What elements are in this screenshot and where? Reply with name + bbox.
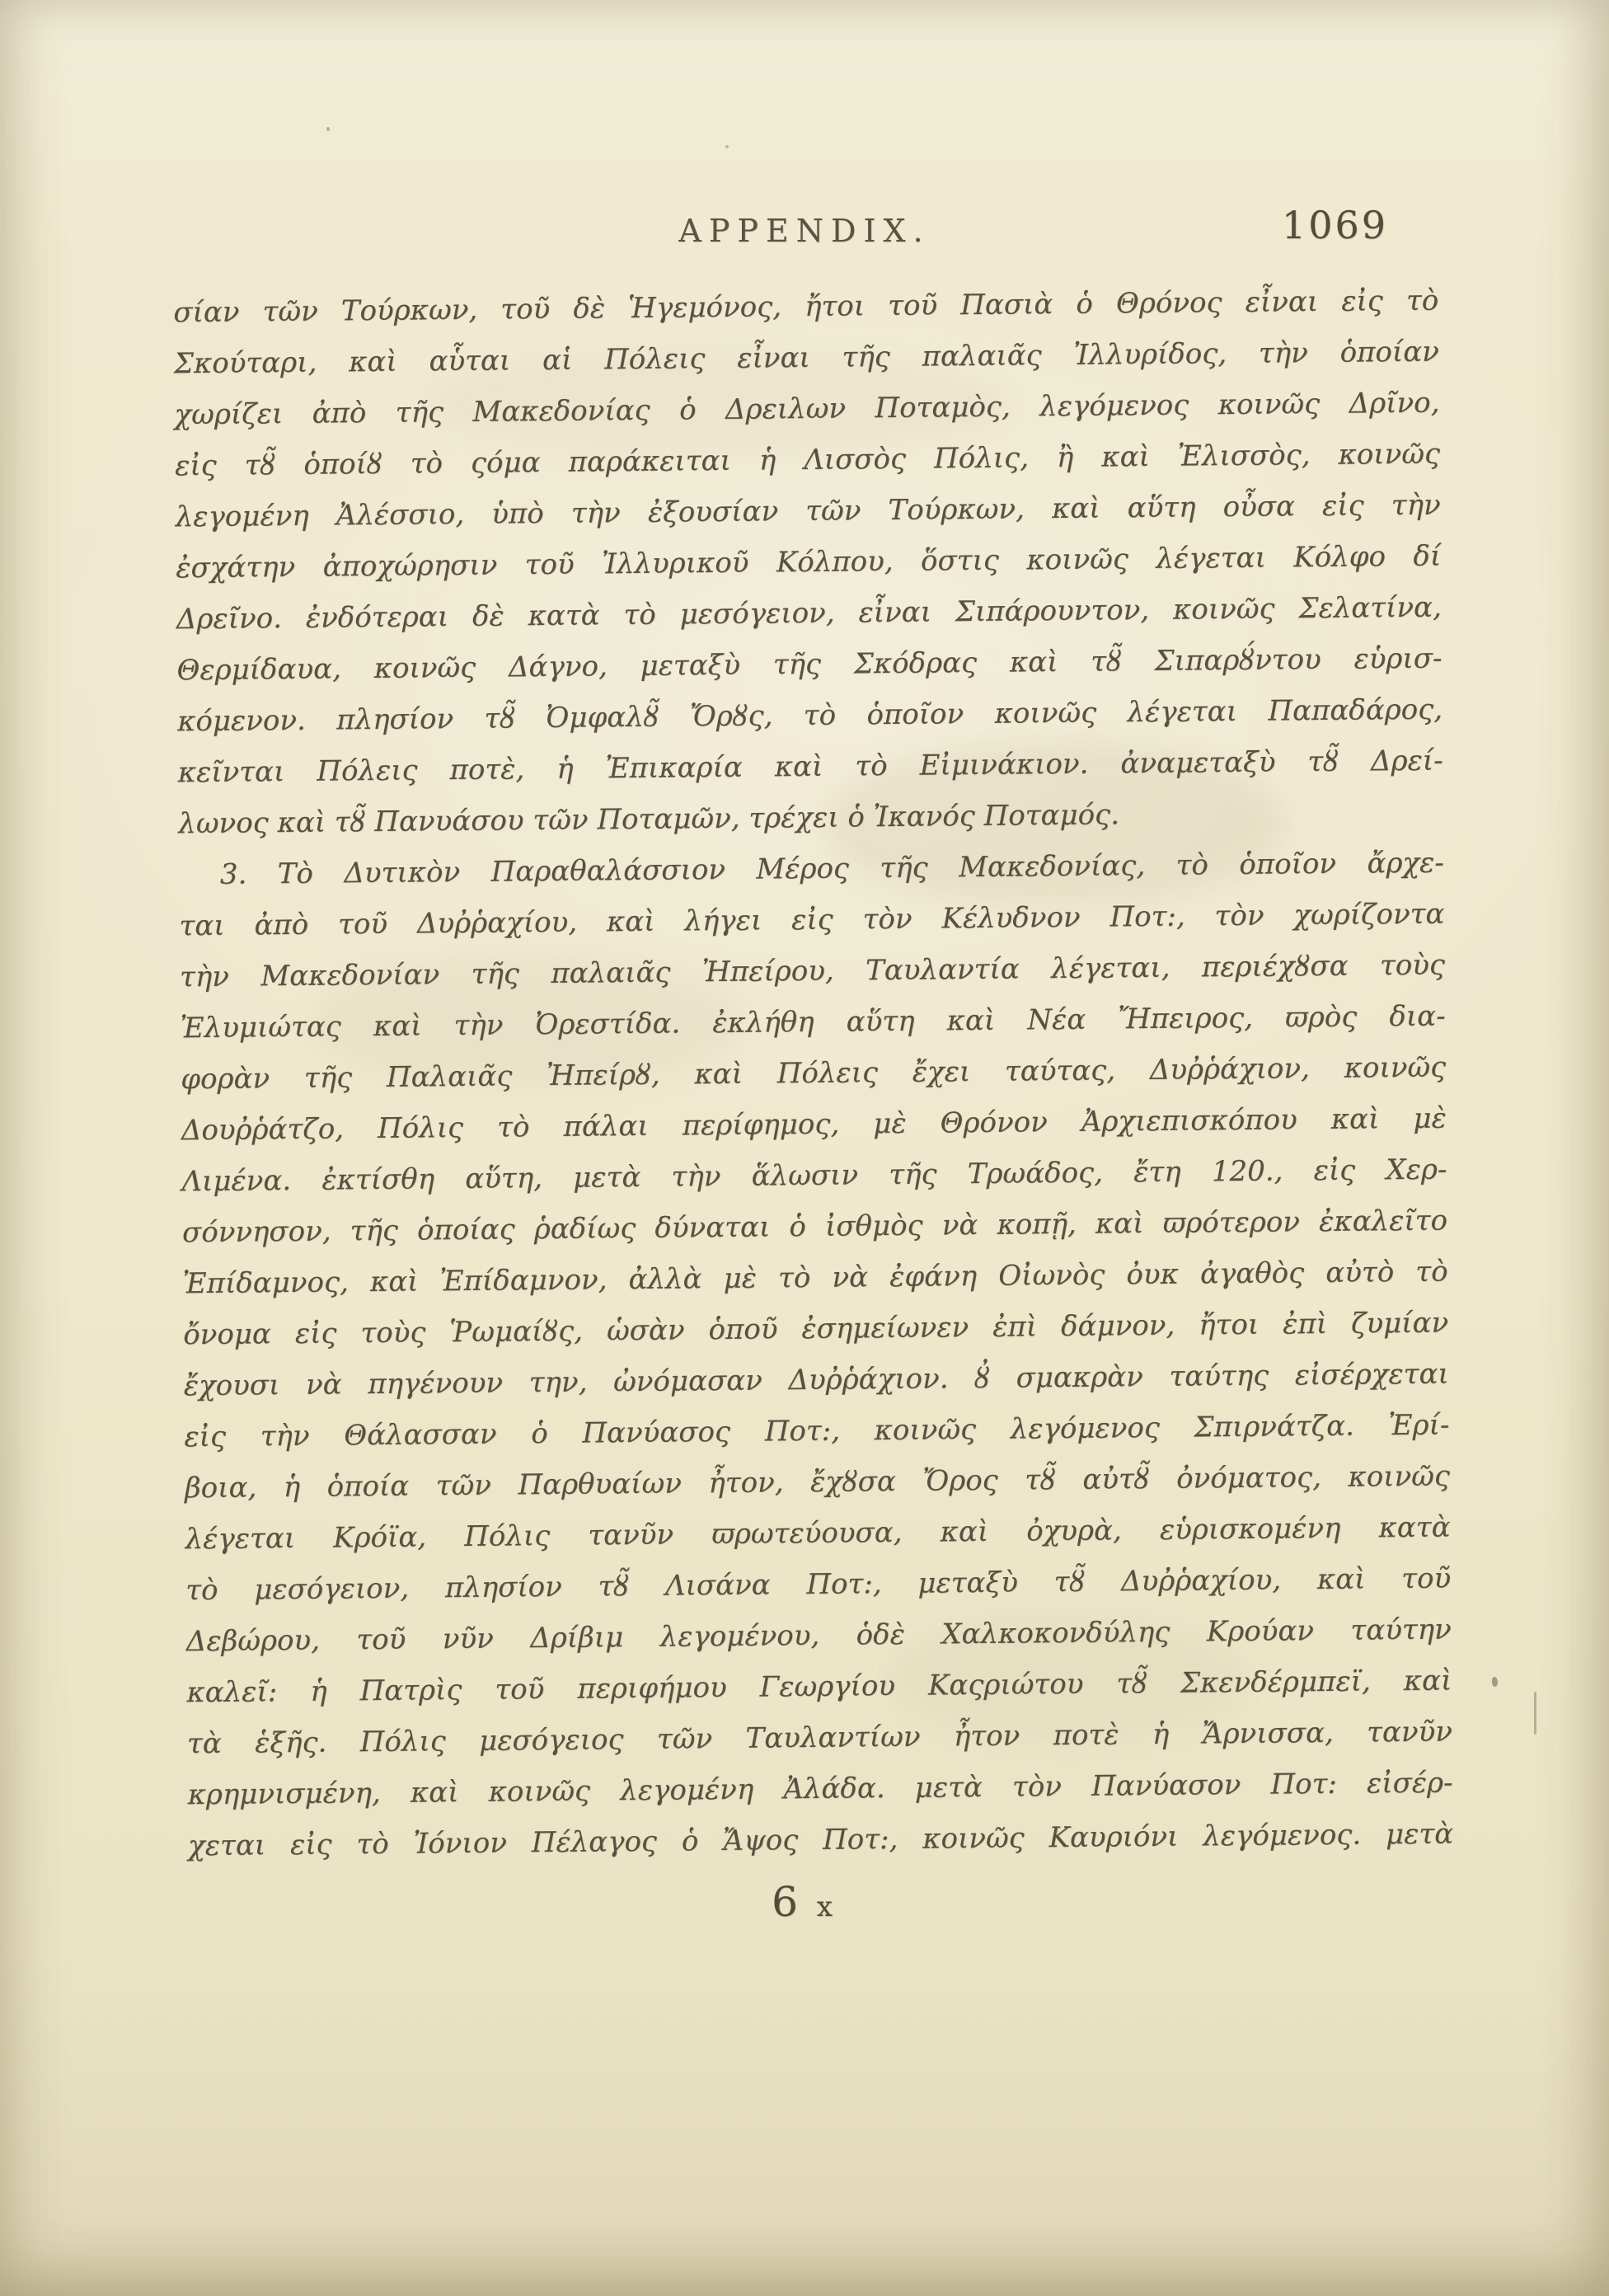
text-line: κόμενον. πλησίον τȣ̃ Ὀμφαλȣ̃ Ὄρȣς, τὸ ὁποῖον κοινῶς λέγεται Παπαδάρος,: [176, 693, 1443, 739]
text-line: Δεβώρου, τοῦ νῦν Δρίβιμ λεγομένου, ὁδὲ Χαλκοκονδύλης Κρούαν ταύτην: [185, 1613, 1452, 1659]
text-line: ἔχουσι νὰ πηγένουν την, ὠνόμασαν Δυῤῥάχιον. ȣ̓ σμακρὰν ταύτης εἰσέρχεται: [183, 1357, 1449, 1403]
text-line: καλεῖ: ἡ Πατρὶς τοῦ περιφήμου Γεωργίου Καςριώτου τȣ̃ Σκενδέρμπεϊ, καὶ: [186, 1664, 1452, 1710]
text-line: 3. Τὸ Δυτικὸν Παραθαλάσσιον Μέρος τῆς Μακεδονίας, τὸ ὁποῖον ἄρχε-: [219, 846, 1445, 891]
text-line: κρημνισμένη, καὶ κοινῶς λεγομένη Ἀλάδα. μετὰ τὸν Πανύασον Ποτ: εἰσέρ-: [187, 1766, 1453, 1812]
text-line: εἰς τȣ̃ ὁποίȣ τὸ ςόμα παράκειται ἡ Λισσὸς Πόλις, ἢ καὶ Ἐλισσὸς, κοινῶς: [174, 437, 1441, 483]
body-text: [173, 275, 1453, 1872]
paper-speck: [725, 145, 729, 148]
paper-speck: [326, 127, 330, 131]
page-number: 1069: [1281, 203, 1388, 247]
text-line: ἐσχάτην ἀποχώρησιν τοῦ Ἰλλυρικοῦ Κόλπου, ὅστις κοινῶς λέγεται Κόλφο δί: [176, 539, 1442, 585]
text-line: Λιμένα. ἐκτίσθη αὕτη, μετὰ τὴν ἅλωσιν τῆς Τρωάδος, ἔτη 120., εἰς Χερ-: [181, 1153, 1447, 1199]
text-line: ὄνομα εἰς τοὺς Ῥωμαίȣς, ὡσὰν ὁποῦ ἐσημείωνεν ἐπὶ δάμνον, ἤτοι ἐπὶ ζυμίαν: [183, 1306, 1449, 1352]
text-line: λεγομένη Ἀλέσσιο, ὑπὸ τὴν ἐξουσίαν τῶν Τούρκων, καὶ αὕτη οὖσα εἰς τὴν: [175, 488, 1441, 534]
paper-speck: [1492, 1677, 1498, 1687]
text-line: εἰς τὴν Θάλασσαν ὁ Πανύασος Ποτ:, κοινῶς λεγόμενος Σπιρνάτζα. Ἐρί-: [184, 1408, 1450, 1454]
text-line: Ἐπίδαμνος, καὶ Ἐπίδαμνον, ἀλλὰ μὲ τὸ νὰ ἐφάνη Οἰωνὸς ὀυκ ἀγαθὸς αὐτὸ τὸ: [182, 1255, 1448, 1301]
text-line: Ἐλυμιώτας καὶ τὴν Ὀρεστίδα. ἐκλήθη αὕτη καὶ Νέα Ἤπειρος, ϖρὸς δια-: [180, 999, 1446, 1045]
text-line: φορὰν τῆς Παλαιᾶς Ἠπείρȣ, καὶ Πόλεις ἔχει ταύτας, Δυῤῥάχιον, κοινῶς: [181, 1050, 1447, 1096]
text-line: τὴν Μακεδονίαν τῆς παλαιᾶς Ἠπείρου, Ταυλαντία λέγεται, περιέχȣσα τοὺς: [179, 948, 1446, 994]
running-head: APPENDIX.: [678, 213, 931, 249]
text-line: Θερμίδαυα, κοινῶς Δάγνο, μεταξὺ τῆς Σκόδρας καὶ τȣ̃ Σιπαρȣ́ντου εὑρισ-: [176, 641, 1442, 688]
text-line: τὸ μεσόγειον, πλησίον τȣ̃ Λισάνα Ποτ:, μεταξὺ τȣ̃ Δυῤῥαχίου, καὶ τοῦ: [185, 1561, 1452, 1608]
text-line: χωρίζει ἀπὸ τῆς Μακεδονίας ὁ Δρειλων Ποταμὸς, λεγόμενος κοινῶς Δρῖνο,: [174, 386, 1440, 432]
margin-mark: [1534, 1692, 1536, 1735]
text-line: χεται εἰς τὸ Ἰόνιον Πέλαγος ὁ Ἄψος Ποτ:, κοινῶς Καυριόνι λεγόμενος. μετὰ: [187, 1817, 1454, 1863]
text-line: βοια, ἡ ὁποία τῶν Παρθυαίων ἦτον, ἔχȣσα Ὄρος τȣ̃ αὐτȣ̃ ὀνόματος, κοινῶς: [184, 1459, 1451, 1505]
text-line: τὰ ἑξῆς. Πόλις μεσόγειος τῶν Ταυλαντίων ἦτον ποτὲ ἡ Ἄρνισσα, τανῦν: [186, 1715, 1453, 1761]
signature-mark: 6 x: [772, 1878, 837, 1926]
text-line: σόννησον, τῆς ὁποίας ῥαδίως δύναται ὁ ἰσθμὸς νὰ κοπῇ, καὶ ϖρότερον ἐκαλεῖτο: [181, 1204, 1448, 1250]
text-line: σίαν τῶν Τούρκων, τοῦ δὲ Ἡγεμόνος, ἤτοι τοῦ Πασιὰ ὁ Θρόνος εἶναι εἰς τὸ: [173, 284, 1439, 330]
text-line: κεῖνται Πόλεις ποτὲ, ἡ Ἐπικαρία καὶ τὸ Εἰμινάκιον. ἀναμεταξὺ τȣ̃ Δρεί-: [177, 744, 1443, 790]
text-line: λέγεται Κρόϊα, Πόλις τανῦν ϖρωτεύουσα, καὶ ὀχυρὰ, εὑρισκομένη κατὰ: [185, 1510, 1451, 1556]
text-line: λωνος καὶ τȣ̃ Πανυάσου τῶν Ποταμῶν, τρέχει ὁ Ἰκανός Ποταμός.: [178, 798, 1120, 841]
text-line: Δρεῖνο. ἐνδότεραι δὲ κατὰ τὸ μεσόγειον, εἶναι Σιπάρουντον, κοινῶς Σελατίνα,: [176, 590, 1442, 636]
text-line: Σκούταρι, καὶ αὗται αἱ Πόλεις εἶναι τῆς παλαιᾶς Ἰλλυρίδος, τὴν ὁποίαν: [173, 335, 1440, 381]
text-line: Δουῤῥάτζο, Πόλις τὸ πάλαι περίφημος, μὲ Θρόνον Ἀρχιεπισκόπου καὶ μὲ: [181, 1101, 1447, 1148]
text-line: ται ἀπὸ τοῦ Δυῤῥαχίου, καὶ λήγει εἰς τὸν Κέλυδνον Ποτ:, τὸν χωρίζοντα: [179, 897, 1445, 943]
